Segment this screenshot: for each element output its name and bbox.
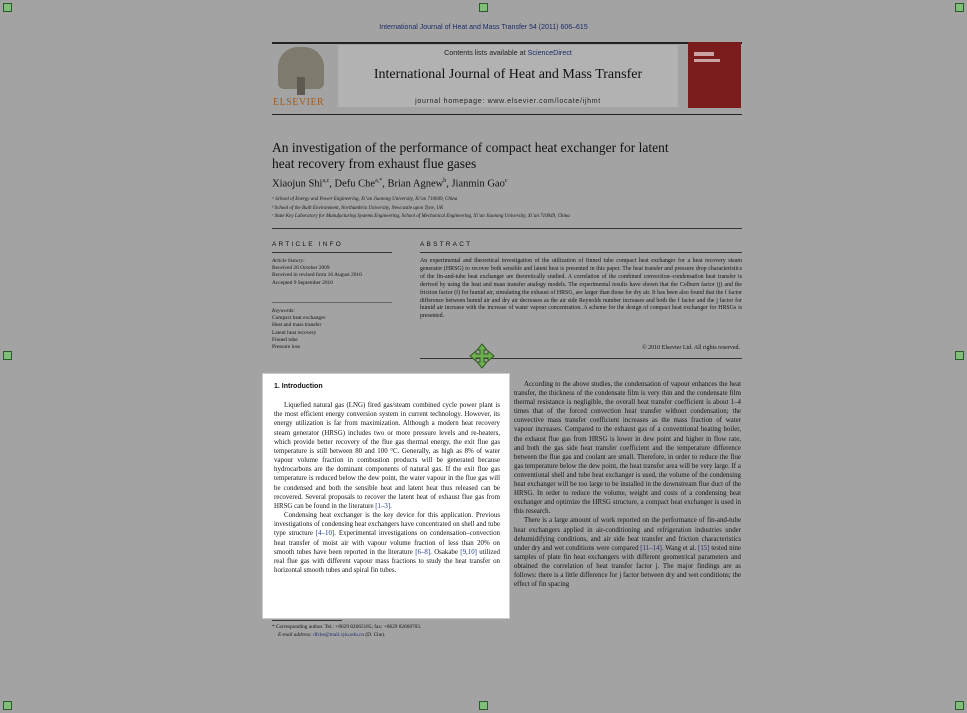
author: Xiaojun Shi	[272, 178, 323, 190]
copyright-notice: © 2010 Elsevier Ltd. All rights reserved.	[642, 345, 740, 351]
resize-handle-bottom-left[interactable]	[3, 701, 12, 710]
citation-link[interactable]: [1–3].	[375, 502, 392, 510]
resize-handle-top-left[interactable]	[3, 3, 12, 12]
article-history	[272, 258, 362, 287]
sciencedirect-link[interactable]: ScienceDirect	[527, 48, 572, 57]
divider	[420, 252, 742, 253]
keyword: Heat and mass transfer	[272, 322, 322, 329]
author: Brian Agnew	[387, 178, 444, 190]
section-heading: 1. Introduction	[274, 383, 323, 390]
keyword: Latent heat recovery	[272, 329, 317, 336]
footnote	[272, 623, 421, 639]
right-column-text	[514, 380, 741, 589]
history-label: Article history:	[272, 258, 305, 264]
affiliation: ᵃ School of Energy and Power Engineering, Xi’an Jiaotong University, Xi’an 710049, China	[272, 197, 458, 202]
footnote-divider	[272, 620, 342, 621]
elsevier-logo	[273, 47, 328, 107]
corresponding-author-note: * Corresponding author. Tel.: +8629 82665185; fax: +8629 82668703.	[272, 624, 422, 630]
keywords-block	[272, 308, 325, 351]
cover-subtitle-mark	[694, 59, 720, 62]
author: Defu Che	[334, 178, 376, 190]
resize-handle-bottom-right[interactable]	[955, 701, 964, 710]
journal-header-box	[338, 45, 678, 107]
abstract-text: An experimental and theoretical investigation of the utilization of finned tube compact heat exchanger for a heat recovery steam generator (HRSG) to recover both sensible and latent heat is presented in this paper. The heat transfer and pressure drop characteristics of the fin-and-tube heat exchanger are theoretically studied. A correlation of the combined convection–condensation heat transfer is derived by using the heat and mass transfer analogy models. The experimental results have shown that the Colburn factor (j) and the friction factor (f) for humid air, simulating the exhaust of HRSG, are larger than those for dry air. It has been also found that the f factor difference between humid air and dry air decreases as the air side Reynolds number increases and both the f factor and the j factor for humid air increase with the increase of water vapour concentration. A scheme for the design of compact heat exchanger for HRSGs is presented.	[420, 258, 742, 320]
abstract-heading: ABSTRACT	[420, 241, 473, 248]
divider	[272, 228, 742, 229]
keyword: Finned tube	[272, 336, 298, 343]
affiliations	[272, 196, 570, 222]
journal-title: International Journal of Heat and Mass Transfer	[373, 67, 643, 82]
paragraph: Condensing heat exchanger is the key device for this application. Previous investigations of condensing heat exchangers have concentrated on shell and tube type structure [4–10]. Experimental investigations on condensation–convection heat transfer of moist air with vapour volume fraction of less than 20% on smooth tubes have been reported in the literature [6–8]. Osakabe [9,10] utilized real flue gas with different vapour mass fractions to study the heat transfer on horizontal smooth tubes and spiral fin tubes.	[274, 512, 500, 574]
affiliation: ᶜ State Key Laboratory for Manufacturing Systems Engineering, School of Mechanical Engineering, Xi’an Jiaotong University, Xi’an 710049, China	[272, 214, 570, 219]
affiliation: ᵇ School of the Built Environment, Northumbria University, Newcastle upon Tyne, UK	[272, 205, 444, 211]
keywords-label: Keywords:	[272, 308, 296, 314]
email-link[interactable]: dfche@mail.xjtu.edu.cn	[313, 632, 365, 638]
citation-link[interactable]: [6–8].	[415, 548, 432, 556]
tree-trunk-icon	[297, 77, 305, 95]
paragraph: According to the above studies, the condensation of vapour enhances the heat transfer, the thickness of the condensate film is very thin and the condensate film thermal resistance is negligible, the overall heat transfer coefficient is about 1–4 times that of the forced convection heat transfer without condensation; the convective mass transfer coefficient increases as the mass fraction of water vapour increases. Compared to the exhaust gas of a conventional heating boiler, the exhaust flue gas from HRSG is lower in dew point and higher in flow rate, and both the gas side heat transfer coefficient and the temperature difference between the flue gas and coolant are small. Therefore, in order to reduce the flue gas temperature below the dew point, the heat transfer area will be very large. If a conventional shell and tube heat exchanger is used, the volume of the condensing heat exchanger will be too large to be installed in the downstream flue duct of the HRSG. In order to reduce the volume, weight and costs of a condensing heat exchanger and optimize the HRSG structure, a compact heat exchanger is used in this research.	[514, 381, 741, 516]
selected-text-region[interactable]	[262, 373, 510, 619]
contents-prefix: Contents lists available at	[444, 48, 526, 57]
citation-link[interactable]: [11–14].	[640, 544, 664, 552]
divider	[272, 302, 392, 303]
resize-handle-right[interactable]	[955, 351, 964, 360]
paragraph: Liquefied natural gas (LNG) fired gas/steam combined cycle power plant is the most efficient energy conversion system in current technology. However, its energy utilization is far from maximization. Although a modern heat recovery steam generator (HRSG) includes two or more pressure levels and re-heaters, which provide better recovery of the flue gas thermal energy, the exit flue gas temperature is still between 80 and 100 °C. Generally, as high as 8% of water vapour volume fraction in combustion products will be generated because hydrocarbons are the dominant components of natural gas. If the exit flue gas temperature is reduced below the dew point, the water vapour in the flue gas will be condensed and both the sensible heat and latent heat thus released can be recovered. Several proposals to recover the latent heat of exhaust flue gas from HRSG can be found in the literature [1–3].	[274, 402, 500, 510]
email-line: E-mail address: dfche@mail.xjtu.edu.cn (D. Che).	[278, 632, 386, 638]
keyword: Pressure loss	[272, 344, 301, 351]
paragraph: There is a large amount of work reported on the performance of fin-and-tube heat exchangers applied in air-conditioning and refrigeration industries under dehumidifying conditions, and air side heat transfer and friction characteristics under dry and wet conditions were compared [11–14]. Wang et al. [15] tested nine samples of plate fin heat exchangers with different geometrical parameters and obtained the correlation of heat transfer factor j. The major findings are as follows: there is a little difference for j factor between dry and wet conditions; the effect of fin spacing	[514, 517, 741, 589]
contents-line	[338, 48, 678, 57]
journal-homepage[interactable]: journal homepage: www.elsevier.com/locate/ijhmt	[415, 98, 601, 105]
introduction-section	[274, 382, 500, 575]
journal-cover-thumbnail	[688, 42, 741, 108]
cover-title-mark	[694, 52, 714, 56]
citation-link[interactable]: [15]	[698, 544, 710, 552]
paper-title: An investigation of the performance of compact heat exchanger for latent heat recovery from exhaust flue gases	[272, 140, 669, 171]
citation-link[interactable]: [9,10]	[460, 548, 477, 556]
journal-citation[interactable]: International Journal of Heat and Mass Transfer 54 (2011) 606–615	[379, 24, 588, 31]
move-cursor-icon[interactable]	[469, 343, 495, 369]
resize-handle-top[interactable]	[479, 3, 488, 12]
revised-date: Received in revised form 16 August 2010	[272, 272, 362, 279]
publisher-name: ELSEVIER	[273, 97, 325, 108]
citation-link[interactable]: [4–10].	[315, 530, 336, 538]
received-date: Received 26 October 2009	[272, 265, 330, 272]
resize-handle-left[interactable]	[3, 351, 12, 360]
article-info-heading: ARTICLE INFO	[272, 241, 344, 248]
author-list: Xiaojun Shi$^{a,c}$, Defu Che$^{a,*}$, Brian Agnew$^b$, Jianmin Gao$^c$	[272, 178, 508, 190]
resize-handle-top-right[interactable]	[955, 3, 964, 12]
author: Jianmin Gao	[451, 178, 505, 190]
keyword: Compact heat exchanger	[272, 315, 326, 322]
divider	[272, 252, 392, 253]
accepted-date: Accepted 9 September 2010	[272, 279, 333, 286]
resize-handle-bottom[interactable]	[479, 701, 488, 710]
